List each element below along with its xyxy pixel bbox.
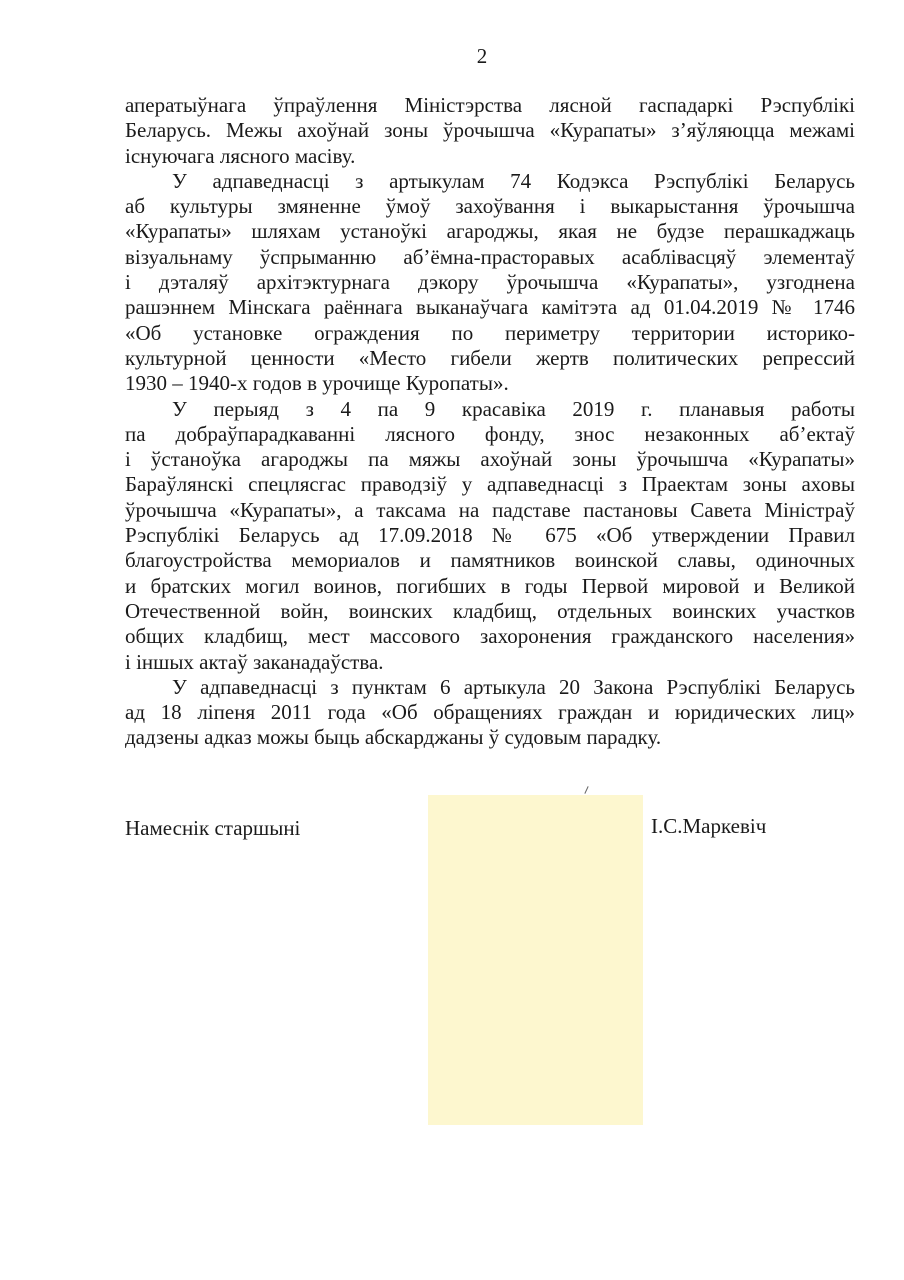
signature-mark <box>584 786 588 794</box>
text-line: і ўстаноўка агароджы па мяжы ахоўнай зоны ўрочышча «Курапаты» <box>125 447 855 472</box>
text-line: Беларусь. Межы ахоўнай зоны ўрочышча «Курапаты» з’яўляюцца межамі <box>125 118 855 143</box>
text-line: Отечественной войн, воинских кладбищ, отдельных воинских участков <box>125 598 855 623</box>
text-line: благоустройства мемориалов и памятников воинской славы, одиночных <box>125 548 855 573</box>
paragraph <box>125 93 855 169</box>
paragraph <box>125 397 855 675</box>
document-body <box>125 93 855 751</box>
text-line: існуючага лясного масіву. <box>125 143 356 168</box>
text-line: аб культуры змяненне ўмоў захоўвання і выкарыстання ўрочышча <box>125 194 855 219</box>
text-line: «Об установке ограждения по периметру территории историко- <box>125 320 855 345</box>
text-line: ўрочышча «Курапаты», а таксама на падставе пастановы Савета Міністраў <box>125 497 855 522</box>
text-line: Рэспублікі Беларусь ад 17.09.2018 № 675 «Об утверждении Правил <box>125 523 855 548</box>
text-line: общих кладбищ, мест массового захоронения гражданского населения» <box>125 624 855 649</box>
text-line: дадзены адказ можы быць абскарджаны ў судовым парадку. <box>125 725 662 750</box>
text-line: 1930 – 1940-х годов в урочище Куропаты». <box>125 371 509 396</box>
signatory-title: Намеснік старшыні <box>125 816 301 840</box>
signature-redaction <box>428 795 643 1125</box>
text-line: рашэннем Мінскага раённага выканаўчага камітэта ад 01.04.2019 № 1746 <box>125 295 855 320</box>
text-line: «Курапаты» шляхам устаноўкі агароджы, якая не будзе перашкаджаць <box>125 219 855 244</box>
text-line: У адпаведнасці з пунктам 6 артыкула 20 Закона Рэспублікі Беларусь <box>172 674 855 699</box>
text-line: па добраўпарадкаванні лясного фонду, знос незаконных аб’ектаў <box>125 421 855 446</box>
text-line: Бараўлянскі спецлясгас праводзіў у адпаведнасці з Праектам зоны аховы <box>125 472 855 497</box>
text-line: і дэталяў архітэктурнага дэкору ўрочышча «Курапаты», узгоднена <box>125 270 855 295</box>
page-number: 2 <box>476 44 488 68</box>
signatory-name: І.С.Маркевіч <box>651 814 767 838</box>
text-line: візуальнаму ўспрыманню аб’ёмна-прасторавых асаблівасцяў элементаў <box>125 244 855 269</box>
text-line: и братских могил воинов, погибших в годы Первой мировой и Великой <box>125 573 855 598</box>
paragraph <box>125 169 855 397</box>
text-line: У перыяд з 4 па 9 красавіка 2019 г. планавыя работы <box>172 396 855 421</box>
text-line: ад 18 ліпеня 2011 года «Об обращениях граждан и юридических лиц» <box>125 700 855 725</box>
text-line: культурной ценности «Место гибели жертв политических репрессий <box>125 345 855 370</box>
paragraph <box>125 675 855 751</box>
text-line: У адпаведнасці з артыкулам 74 Кодэкса Рэспублікі Беларусь <box>172 168 855 193</box>
text-line: аператыўнага ўпраўлення Міністэрства лясной гаспадаркі Рэспублікі <box>125 93 855 117</box>
text-line: і іншых актаў заканадаўства. <box>125 649 384 674</box>
